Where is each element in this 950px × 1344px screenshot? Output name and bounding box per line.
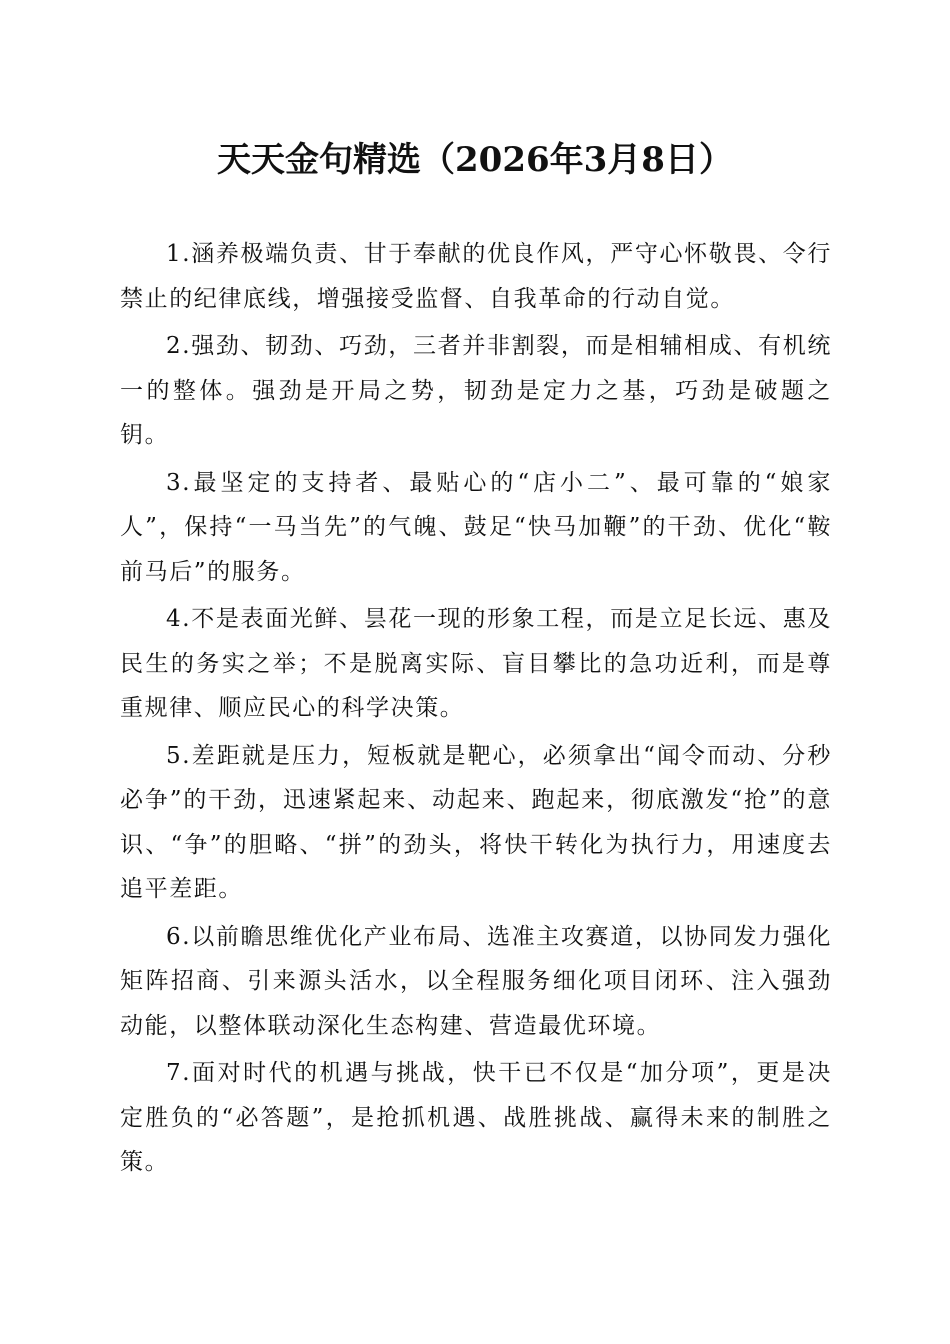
quote-paragraph-7: 7.面对时代的机遇与挑战，快干已不仅是“加分项”，更是决定胜负的“必答题”，是抢抓机遇、战胜挑战、赢得未来的制胜之策。 <box>120 1060 832 1175</box>
quote-paragraph-6: 6.以前瞻思维优化产业布局、选准主攻赛道，以协同发力强化矩阵招商、引来源头活水，以全程服务细化项目闭环、注入强劲动能，以整体联动深化生态构建、营造最优环境。 <box>120 923 832 1039</box>
quote-paragraph-4: 4.不是表面光鲜、昙花一现的形象工程，而是立足长远、惠及民生的务实之举；不是脱离实际、盲目攀比的急功近利，而是尊重规律、顺应民心的科学决策。 <box>120 606 832 721</box>
quote-paragraph-3: 3.最坚定的支持者、最贴心的“店小二”、最可靠的“娘家人”，保持“一马当先”的气魄、鼓足“快马加鞭”的干劲、优化“鞍前马后”的服务。 <box>120 469 832 585</box>
document-body <box>120 232 832 1188</box>
quote-paragraph-5: 5.差距就是压力，短板就是靶心，必须拿出“闻令而动、分秒必争”的干劲，迅速紧起来、动起来、跑起来，彻底激发“抢”的意识、“争”的胆略、“拼”的劲头，将快干转化为执行力，用速度去追平差距。 <box>120 742 832 902</box>
document-title: 天天金句精选（2026年3月8日） <box>217 140 733 180</box>
quote-paragraph-2: 2.强劲、韧劲、巧劲，三者并非割裂，而是相辅相成、有机统一的整体。强劲是开局之势，韧劲是定力之基，巧劲是破题之钥。 <box>120 333 832 448</box>
quote-paragraph-1: 1.涵养极端负责、甘于奉献的优良作风，严守心怀敬畏、令行禁止的纪律底线，增强接受监督、自我革命的行动自觉。 <box>120 241 832 312</box>
